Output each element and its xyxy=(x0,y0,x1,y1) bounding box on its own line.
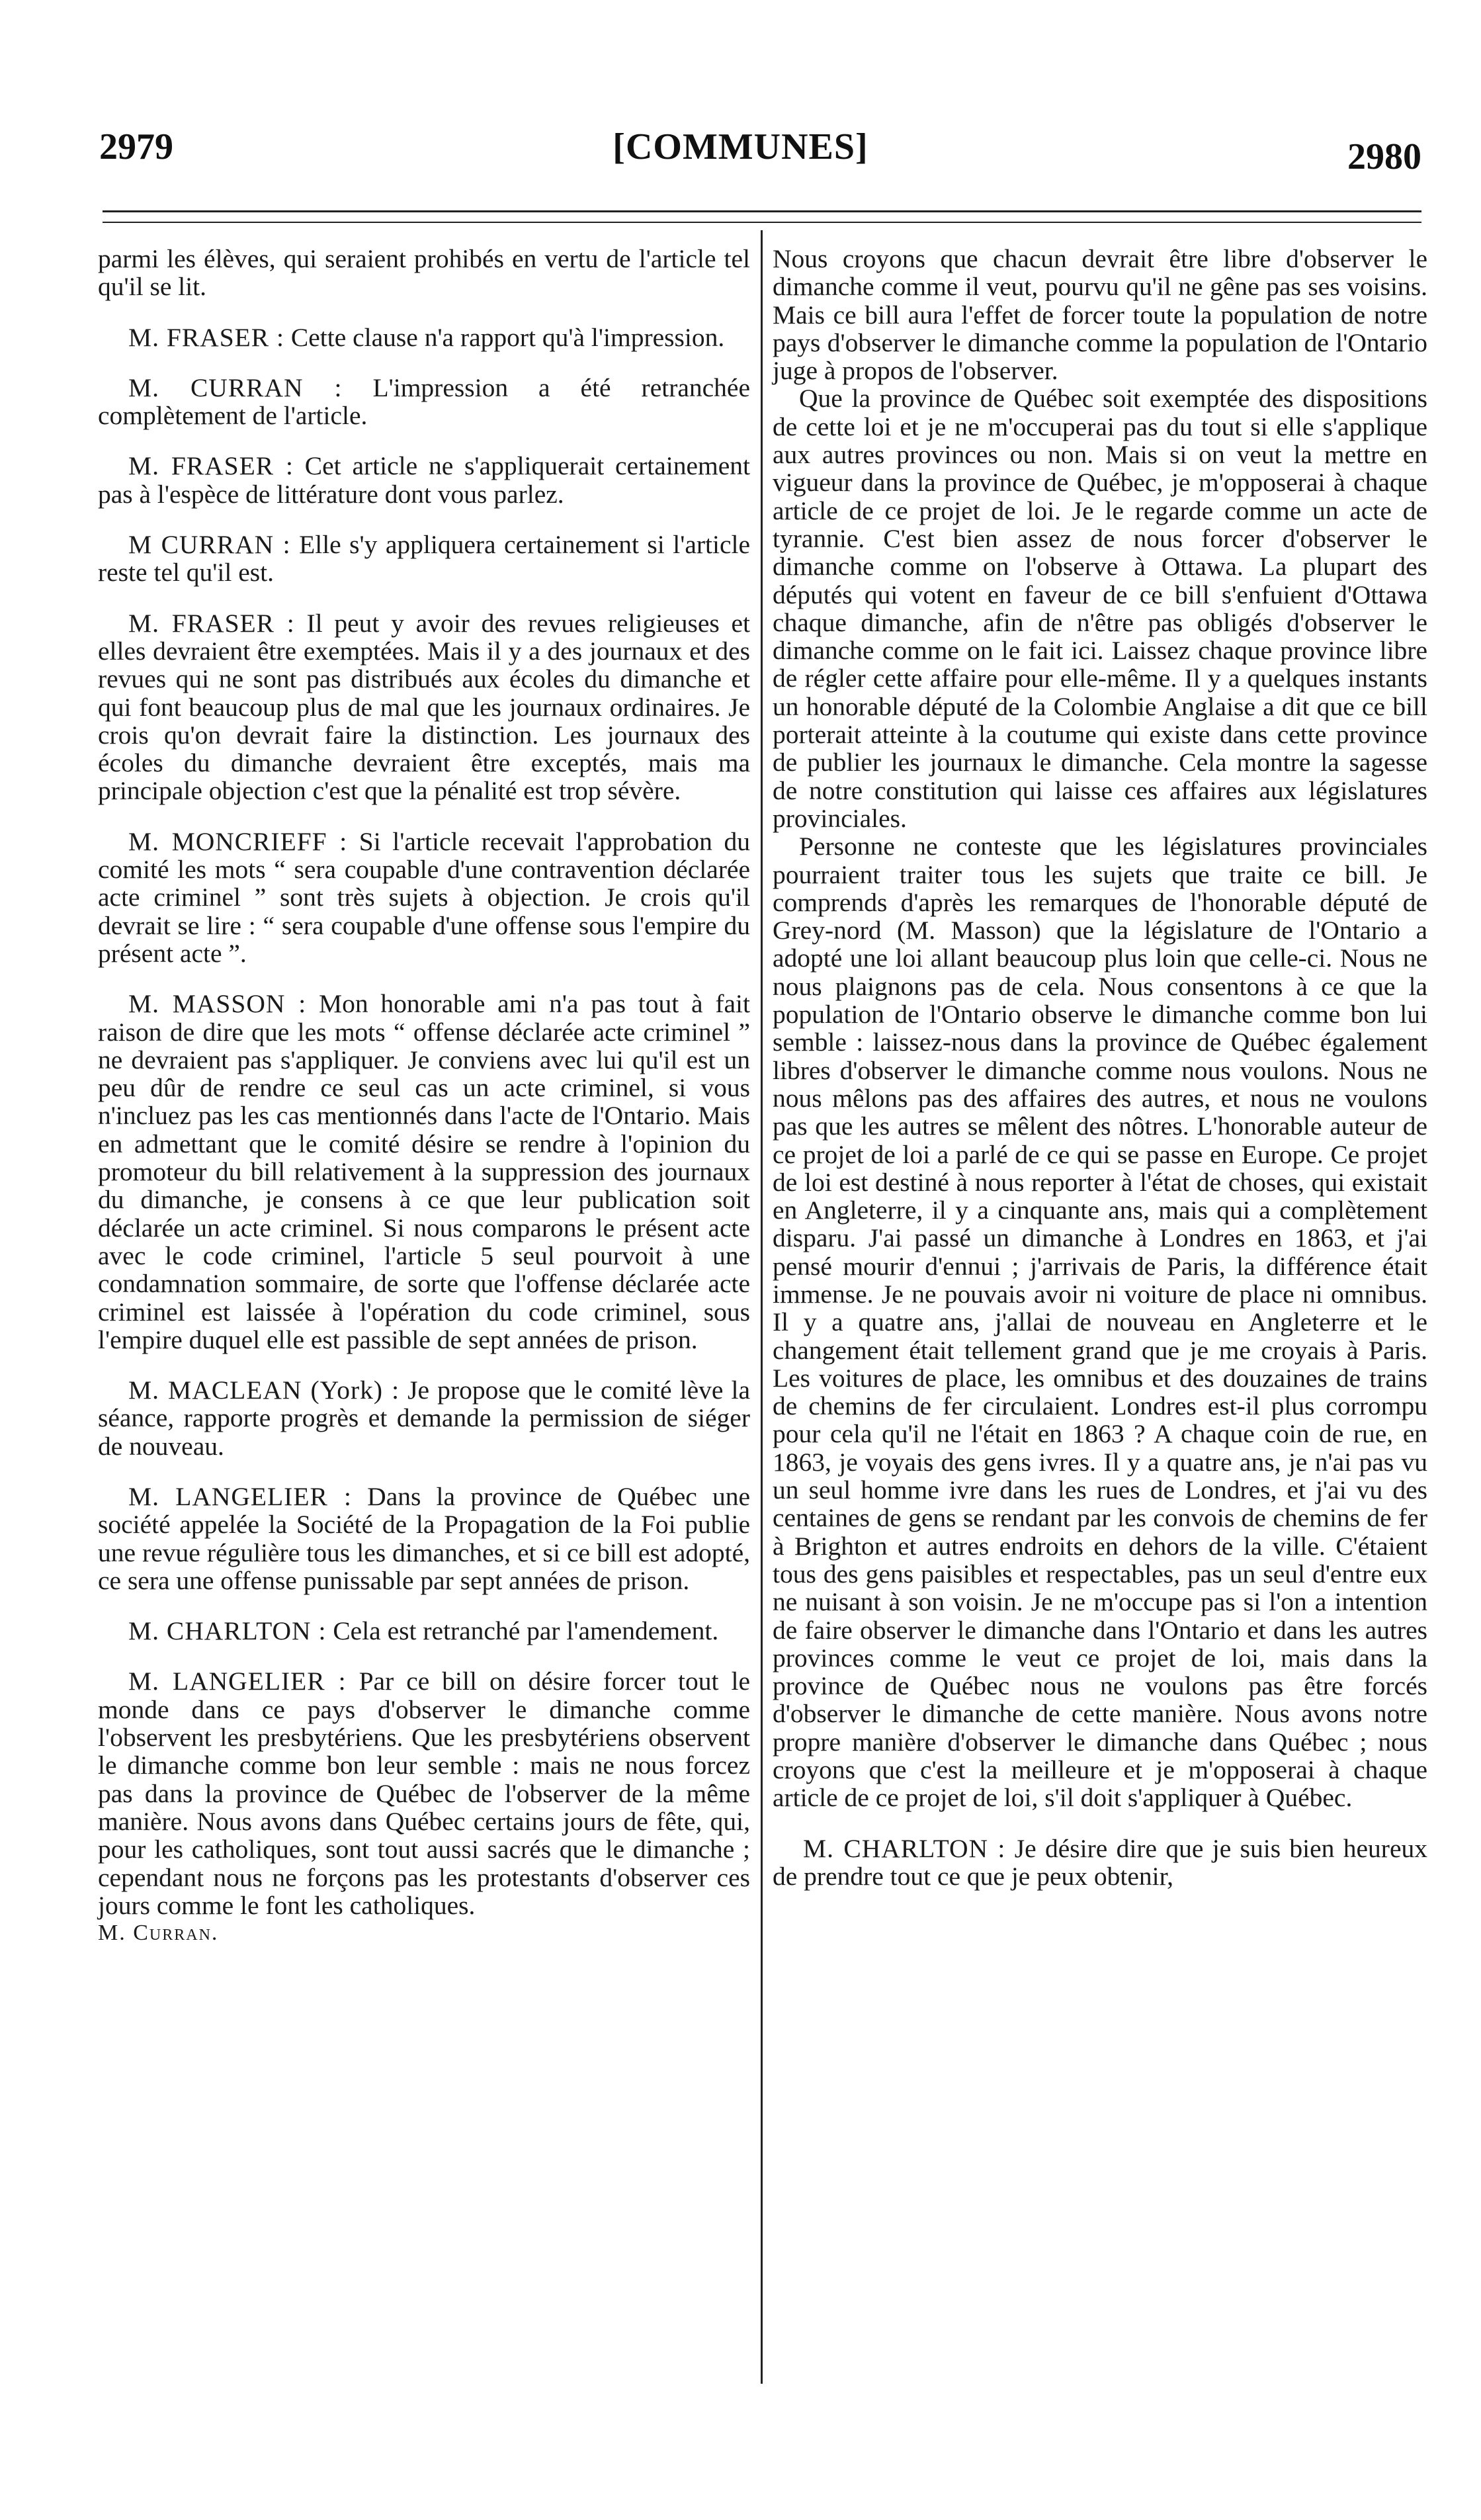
paragraph: M CURRAN : Elle s'y appliquera certainement si l'article reste tel qu'il est. xyxy=(98,530,751,587)
speaker: M. MONCRIEFF : xyxy=(128,826,348,856)
speaker: M. FRASER : xyxy=(128,608,295,638)
paragraph: parmi les élèves, qui seraient prohibés en vertu de l'article tel qu'il se lit. xyxy=(98,244,750,302)
paragraph: M. FRASER : Cet article ne s'appliquerait certainement pas à l'espèce de littérature dont vous parlez. xyxy=(98,451,750,509)
page-number-right: 2980 xyxy=(1347,136,1421,177)
paragraph: M. MONCRIEFF : Si l'article recevait l'approbation du comité les mots “ sera coupable d'une contravention déclarée acte criminel ” sont très sujets à objection. Je crois qu'il devrait se lire : “ sera coupable d'une offense sous l'empire du présent acte ”. xyxy=(98,826,750,968)
paragraph: M. MACLEAN (York) : Je propose que le comité lève la séance, rapporte progrès et demande la permission de siéger de nouveau. xyxy=(98,1375,750,1461)
speaker: M. MACLEAN (York) : xyxy=(128,1375,400,1405)
paragraph: M. FRASER : Cette clause n'a rapport qu'à l'impression. xyxy=(128,322,725,352)
paragraph: Que la province de Québec soit exemptée des dispositions de cette loi et je ne m'occuperai pas du tout si elle s'applique aux autres provinces ou non. Mais si on veut la mettre en vigueur dans la province de Québec, je m'opposerai à chaque article de ce projet de loi. Je le regarde comme un acte de tyrannie. C'est bien assez de nous forcer d'observer le dimanche comme on l'observe à Ottawa. La plupart des députés qui votent en faveur de ce bill s'enfuient d'Ottawa chaque dimanche, afin de n'être pas obligés d'observer le dimanche comme on le fait ici. Laissez chaque province libre de régler cette affaire pour elle-même. Il y a quelques instants un honorable député de la Colombie Anglaise a dit que ce bill porterait atteinte à la coutume qui existe dans cette province de publier les journaux le dimanche. Cela montre la sagesse de notre constitution qui laisse ces affaires aux législatures provinciales. xyxy=(773,384,1427,833)
running-header: [COMMUNES] xyxy=(613,126,868,167)
header-rule xyxy=(103,210,1421,212)
speaker: M. LANGELIER : xyxy=(128,1667,347,1696)
speaker: M. CURRAN : xyxy=(128,372,343,402)
paragraph: M. CHARLTON : Cela est retranché par l'amendement. xyxy=(128,1616,719,1646)
paragraph: M. FRASER : Il peut y avoir des revues religieuses et elles devraient être exemptées. Mais il y a des journaux et des revues qui ne sont pas distribués aux écoles du dimanche et qui font beaucoup plus de mal que les journaux ordinaires. Je crois qu'on devrait faire la distinction. Les journaux des écoles du dimanche devraient être exceptés, mais ma principale objection c'est que la pénalité est trop sévère. xyxy=(98,608,750,806)
paragraph: M. MASSON : Mon honorable ami n'a pas tout à fait raison de dire que les mots “ offense déclarée acte criminel ” ne devraient pas s'appliquer. Je conviens avec lui qu'il est un peu dûr de rendre ce seul cas un acte criminel, si vous n'incluez pas les cas mentionnés dans l'acte de l'Ontario. Mais en admettant que le comité désire se rendre à l'opinion du promoteur du bill relativement à la suppression des journaux du dimanche, je consens à ce que leur publication soit déclarée un acte criminel. Si nous comparons le présent acte avec le code criminel, l'article 5 seul pourvoit à une condamnation sommaire, de sorte que l'offense déclarée acte criminel est laissée à l'opération du code criminel, sous l'empire duquel elle est passible de sept années de prison. xyxy=(98,989,751,1354)
speaker: M. FRASER : xyxy=(128,322,285,352)
paragraph: M. LANGELIER : Dans la province de Québec une société appelée la Société de la Propagation de la Foi publie une revue régulière tous les dimanches, et si ce bill est adopté, ce sera une offense punissable par sept années de prison. xyxy=(98,1481,750,1595)
page-number-left: 2979 xyxy=(99,126,173,167)
paragraph: M. LANGELIER : Par ce bill on désire forcer tout le monde dans ce pays d'observer le dimanche comme l'observent les presbytériens. Que les presbytériens observent le dimanche comme bon leur semble : mais ne nous forcez pas dans la province de Québec de l'observer de la même manière. Nous avons dans Québec certains jours de fête, qui, pour les catholiques, sont tout aussi sacrés que le dimanche ; cependant nous ne forçons pas les protestants d'observer ces jours comme le font les catholiques. xyxy=(98,1667,750,1920)
paragraph: Nous croyons que chacun devrait être libre d'observer le dimanche comme il veut, pourvu qu'il ne gêne pas ses voisins. Mais ce bill aura l'effet de forcer toute la population de notre pays d'observer le dimanche comme la population de l'Ontario juge à propos de l'observer. xyxy=(773,244,1427,386)
paragraph: Personne ne conteste que les législatures provinciales pourraient traiter tous les sujets que traite ce bill. Je comprends d'après les remarques de l'honorable député de Grey-nord (M. Masson) que la législature de l'Ontario a adopté une loi allant beaucoup plus loin que celle-ci. Nous ne nous plaignons pas de cela. Nous consentons à ce que la population de l'Ontario observe le dimanche comme bon lui semble : laissez-nous dans la province de Québec également libres d'observer le dimanche comme nous voulons. Nous ne nous mêlons pas des affaires des autres, et nous ne voulons pas que les autres se mêlent des nôtres. L'honorable auteur de ce projet de loi a parlé de ce qui se passe en Europe. Ce projet de loi est destiné à nous reporter à l'état de choses, qui existait en Angleterre, il y a cinquante ans, mais qui a complètement disparu. J'ai passé un dimanche à Londres en 1863, et j'ai pensé mourir d'ennui ; j'arrivais de Paris, la différence était immense. Je ne pouvais avoir ni voiture de place ni omnibus. Il y a quatre ans, j'allai de nouveau en Angleterre et le changement était tellement grand que je me croyais à Paris. Les voitures de place, les omnibus et des douzaines de trains de chemins de fer circulaient. Londres est-il plus corrompu pour cela qu'il ne l'était en 1863 ? A chaque coin de rue, en 1863, je voyais des gens ivres. Il y a quatre ans, je n'ai pas vu un seul homme ivre dans les rues de Londres, et j'ai vu des centaines de gens se rendant par les convois de chemins de fer à Brighton et autres endroits en dehors de la ville. C'étaient tous des gens paisibles et respectables, pas un seul d'entre eux ne nuisant à son voisin. Je ne m'occupe pas si l'on a intention de faire observer le dimanche dans l'Ontario et dans les autres provinces comme le veut ce projet de loi, mais dans la province de Québec nous ne voulons pas être forcés d'observer le dimanche de cette manière. Nous avons notre propre manière d'observer le dimanche dans Québec ; nous croyons que c'est la meilleure et je m'opposerai à chaque article de ce projet de loi, s'il doit s'appliquer à Québec. xyxy=(773,832,1427,1813)
signature-curran: M. Curran. xyxy=(98,1921,219,1946)
paragraph: M. CURRAN : L'impression a été retranchée complètement de l'article. xyxy=(98,372,750,431)
speaker: M. LANGELIER : xyxy=(128,1481,352,1511)
column-divider xyxy=(761,230,763,2384)
paragraph: M. CHARLTON : Je désire dire que je suis bien heureux de prendre tout ce que je peux obtenir, xyxy=(773,1833,1427,1891)
speaker: M. CHARLTON : xyxy=(128,1616,327,1646)
speaker: M. FRASER : xyxy=(128,451,294,481)
speaker: M. CHARLTON : xyxy=(803,1833,1006,1863)
left-column xyxy=(98,245,750,1947)
speaker: M CURRAN : xyxy=(128,530,291,560)
header-rule-double xyxy=(103,222,1421,223)
speaker: M. MASSON : xyxy=(128,989,307,1019)
right-column xyxy=(773,245,1427,1890)
